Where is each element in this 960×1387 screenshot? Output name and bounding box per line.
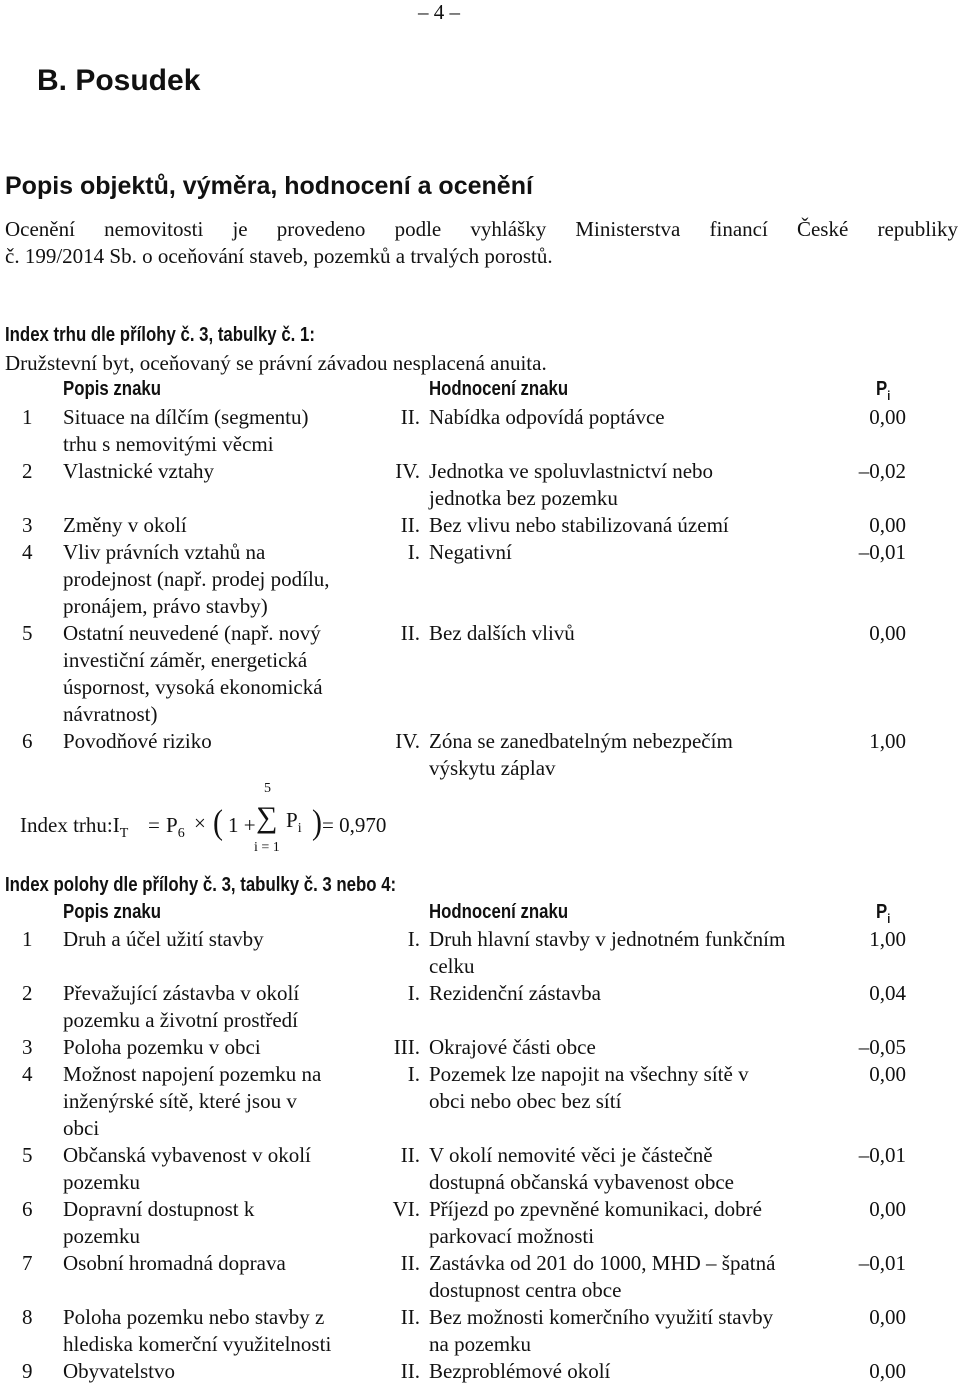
row-popis: Situace na dílčím (segmentu) <box>63 405 309 429</box>
row-popis: Osobní hromadná doprava <box>63 1251 286 1275</box>
row-number: 4 <box>22 1062 33 1086</box>
market-col-hodnoceni-header: Hodnocení znaku <box>429 378 569 400</box>
row-p-value: 0,04 <box>869 981 906 1005</box>
row-hodnoceni: Okrajové části obce <box>429 1035 596 1059</box>
row-number: 8 <box>22 1305 33 1329</box>
formula-p6: $P_6$ <box>166 813 185 842</box>
row-popis: Převažující zástavba v okolí <box>63 981 300 1005</box>
row-hodnoceni: jednotka bez pozemku <box>429 486 618 510</box>
row-popis: Vlastnické vztahy <box>63 459 215 483</box>
intro-word: je <box>232 217 248 241</box>
row-hodnoceni: parkovací možnosti <box>429 1224 595 1248</box>
formula-sum-lower: i = 1 <box>254 840 280 855</box>
formula-label: Index trhu: <box>20 813 113 837</box>
row-hodnoceni: Nabídka odpovídá poptávce <box>429 405 665 429</box>
row-p-value: –0,01 <box>858 1143 906 1167</box>
position-col-popis-header: Popis znaku <box>63 901 162 923</box>
formula-times: × <box>194 811 206 835</box>
formula-close-paren: ) <box>312 803 322 842</box>
row-roman: IV. <box>395 459 420 483</box>
row-hodnoceni: Bez dalších vlivů <box>429 621 575 645</box>
row-popis: Druh a účel užití stavby <box>63 927 264 951</box>
row-number: 5 <box>22 621 33 645</box>
row-hodnoceni: V okolí nemovité věci je částečně <box>429 1143 713 1167</box>
row-p-value: –0,01 <box>858 1251 906 1275</box>
row-number: 3 <box>22 513 33 537</box>
row-hodnoceni: Zóna se zanedbatelným nebezpečím <box>429 729 733 753</box>
document-heading: B. Posudek <box>37 64 201 97</box>
position-col-hodnoceni-header: Hodnocení znaku <box>429 901 569 923</box>
formula-result: = 0,970 <box>322 813 387 837</box>
intro-word: nemovitosti <box>104 217 204 241</box>
intro-word: provedeno <box>276 217 366 241</box>
position-index-title: Index polohy dle přílohy č. 3, tabulky č. 3 nebo 4: <box>5 874 397 896</box>
row-number: 4 <box>22 540 33 564</box>
row-hodnoceni: Druh hlavní stavby v jednotném funkčním <box>429 927 786 951</box>
row-hodnoceni: Příjezd po zpevněné komunikaci, dobré <box>429 1197 762 1221</box>
row-popis: úspornost, vysoká ekonomická <box>63 675 323 699</box>
market-col-p-header: $P_i$ <box>876 378 891 403</box>
row-popis: prodejnost (např. prodej podílu, <box>63 567 330 591</box>
formula-one-plus: 1 + <box>228 813 256 837</box>
position-col-p-header: $P_i$ <box>876 901 891 926</box>
row-hodnoceni: výskytu záplav <box>429 756 556 780</box>
row-roman: II. <box>400 513 420 537</box>
row-roman: I. <box>407 1062 420 1086</box>
row-p-value: 0,00 <box>869 1062 906 1086</box>
row-popis: obci <box>63 1116 100 1140</box>
row-p-value: –0,05 <box>858 1035 906 1059</box>
formula-open-paren: ( <box>213 803 223 842</box>
row-hodnoceni: dostupnost centra obce <box>429 1278 622 1302</box>
row-p-value: 0,00 <box>869 1197 906 1221</box>
row-number: 6 <box>22 1197 33 1221</box>
row-popis: návratnost) <box>63 702 158 726</box>
row-roman: II. <box>400 405 420 429</box>
row-hodnoceni: Zastávka od 201 do 1000, MHD – špatná <box>429 1251 776 1275</box>
row-popis: Poloha pozemku nebo stavby z <box>63 1305 325 1329</box>
row-hodnoceni: Bez možnosti komerčního využití stavby <box>429 1305 774 1329</box>
row-popis: pozemku <box>63 1170 140 1194</box>
section-title: Popis objektů, výměra, hodnocení a ocenění <box>5 172 533 200</box>
row-popis: Povodňové riziko <box>63 729 212 753</box>
intro-paragraph-line-2: č. 199/2014 Sb. o oceňování staveb, pozemků a trvalých porostů. <box>5 244 553 268</box>
row-p-value: –0,02 <box>858 459 906 483</box>
intro-word: vyhlášky <box>470 217 547 241</box>
row-popis: Dopravní dostupnost k <box>63 1197 255 1221</box>
row-number: 2 <box>22 459 33 483</box>
intro-word: republiky <box>877 217 958 241</box>
row-popis: investiční záměr, energetická <box>63 648 308 672</box>
formula-sum-sign: ∑ <box>256 801 278 834</box>
row-roman: II. <box>400 1359 420 1383</box>
intro-word: podle <box>394 217 442 241</box>
row-p-value: 0,00 <box>869 1359 906 1383</box>
row-number: 3 <box>22 1035 33 1059</box>
row-roman: IV. <box>395 729 420 753</box>
row-roman: II. <box>400 1305 420 1329</box>
row-number: 6 <box>22 729 33 753</box>
row-p-value: 1,00 <box>869 927 906 951</box>
intro-word: České <box>796 217 849 241</box>
row-hodnoceni: dostupná občanská vybavenost obce <box>429 1170 735 1194</box>
row-popis: Poloha pozemku v obci <box>63 1035 261 1059</box>
market-col-popis-header: Popis znaku <box>63 378 162 400</box>
row-p-value: 0,00 <box>869 405 906 429</box>
row-number: 1 <box>22 927 33 951</box>
row-p-value: 0,00 <box>869 1305 906 1329</box>
market-index-title: Index trhu dle přílohy č. 3, tabulky č. 1: <box>5 324 315 346</box>
row-roman: II. <box>400 621 420 645</box>
row-popis: trhu s nemovitými věcmi <box>63 432 274 456</box>
row-popis: Občanská vybavenost v okolí <box>63 1143 311 1167</box>
intro-word: financí <box>709 217 768 241</box>
row-number: 2 <box>22 981 33 1005</box>
market-index-subtitle: Družstevní byt, oceňovaný se právní závadou nesplacená anuita. <box>5 351 547 375</box>
row-hodnoceni: Bezproblémové okolí <box>429 1359 611 1383</box>
row-roman: II. <box>400 1251 420 1275</box>
row-popis: pozemku a životní prostředí <box>63 1008 299 1032</box>
row-roman: I. <box>407 981 420 1005</box>
row-hodnoceni: na pozemku <box>429 1332 532 1356</box>
row-roman: VI. <box>392 1197 420 1221</box>
row-p-value: 0,00 <box>869 513 906 537</box>
row-popis: Možnost napojení pozemku na <box>63 1062 322 1086</box>
intro-word: Ministerstva <box>575 217 681 241</box>
row-roman: I. <box>407 927 420 951</box>
row-popis: Změny v okolí <box>63 513 187 537</box>
row-number: 9 <box>22 1359 33 1383</box>
row-roman: II. <box>400 1143 420 1167</box>
row-roman: I. <box>407 540 420 564</box>
row-popis: Vliv právních vztahů na <box>63 540 266 564</box>
row-hodnoceni: obci nebo obec bez sítí <box>429 1089 622 1113</box>
row-hodnoceni: celku <box>429 954 475 978</box>
row-roman: III. <box>393 1035 420 1059</box>
row-p-value: 1,00 <box>869 729 906 753</box>
row-hodnoceni: Bez vlivu nebo stabilizovaná území <box>429 513 729 537</box>
formula-equals: = <box>148 813 160 837</box>
page-number: – 4 – <box>418 0 460 24</box>
row-p-value: 0,00 <box>869 621 906 645</box>
row-popis: Obyvatelstvo <box>63 1359 175 1383</box>
formula-it: I <box>112 813 120 837</box>
row-number: 1 <box>22 405 33 429</box>
row-popis: hlediska komerční využitelnosti <box>63 1332 332 1356</box>
row-number: 5 <box>22 1143 33 1167</box>
row-number: 7 <box>22 1251 33 1275</box>
row-hodnoceni: Jednotka ve spoluvlastnictví nebo <box>429 459 714 483</box>
formula-sum-upper: 5 <box>264 781 271 796</box>
row-hodnoceni: Rezidenční zástavba <box>429 981 601 1005</box>
formula-pi: $P_i$ <box>286 808 302 837</box>
intro-word: Ocenění <box>5 217 75 241</box>
row-popis: inženýrské sítě, které jsou v <box>63 1089 297 1113</box>
row-popis: Ostatní neuvedené (např. nový <box>63 621 321 645</box>
intro-paragraph-line-1 <box>5 216 958 243</box>
row-popis: pozemku <box>63 1224 140 1248</box>
row-hodnoceni: Pozemek lze napojit na všechny sítě v <box>429 1062 749 1086</box>
row-popis: pronájem, právo stavby) <box>63 594 268 618</box>
row-hodnoceni: Negativní <box>429 540 512 564</box>
row-p-value: –0,01 <box>858 540 906 564</box>
